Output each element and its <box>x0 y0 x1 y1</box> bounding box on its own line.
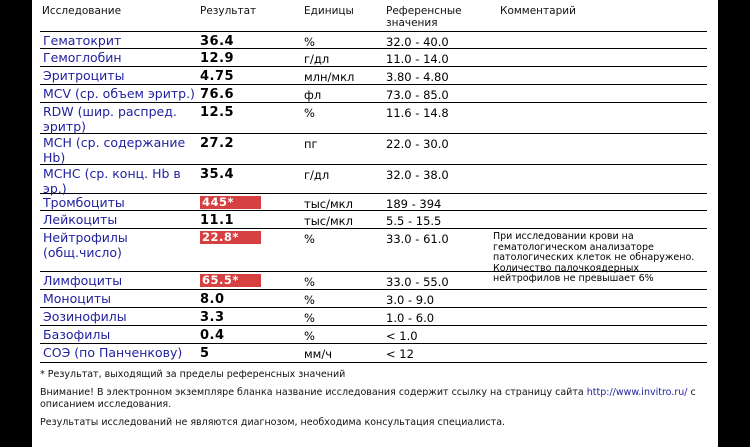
table-row <box>40 103 707 134</box>
table-row <box>40 326 707 344</box>
header-reference <box>386 5 462 29</box>
unit: % <box>304 275 315 289</box>
test-name-link[interactable]: Эритроциты <box>43 68 125 83</box>
table-row <box>40 49 707 67</box>
test-name-link[interactable]: Лейкоциты <box>43 212 118 227</box>
result-value-flagged: 445* <box>200 196 261 209</box>
unit: % <box>304 329 315 343</box>
table-row <box>40 31 707 49</box>
table-row <box>40 308 707 326</box>
unit: мм/ч <box>304 347 333 361</box>
result-value: 8.0 <box>200 292 225 307</box>
reference-range: 33.0 - 61.0 <box>386 232 449 246</box>
result-value: 76.6 <box>200 87 235 102</box>
lab-report-page <box>32 0 718 447</box>
reference-range: 3.80 - 4.80 <box>386 70 449 84</box>
reference-range: 73.0 - 85.0 <box>386 88 449 102</box>
unit: % <box>304 293 315 307</box>
test-name-link[interactable]: Гематокрит <box>43 33 122 48</box>
result-value: 12.9 <box>200 51 235 66</box>
unit: фл <box>304 88 322 102</box>
result-value: 0.4 <box>200 328 225 343</box>
test-name-link[interactable]: СОЭ (по Панченкову) <box>43 345 183 360</box>
reference-range: 189 - 394 <box>386 197 442 211</box>
header-reference-line1: Референсные <box>386 5 462 17</box>
header-comment: Комментарий <box>500 5 576 17</box>
unit: г/дл <box>304 168 330 182</box>
reference-range: 22.0 - 30.0 <box>386 137 449 151</box>
result-value: 11.1 <box>200 213 235 228</box>
result-value: 5 <box>200 346 210 361</box>
unit: тыс/мкл <box>304 214 353 228</box>
invitro-link[interactable]: http://www.invitro.ru/ <box>586 387 688 398</box>
test-name-link[interactable]: Тромбоциты <box>43 195 125 210</box>
attention-note <box>40 387 705 411</box>
test-name-link[interactable]: MCH (ср. содержание Hb) <box>43 135 186 165</box>
attention-text: Внимание! В электронном экземпляре бланка название исследования содержит ссылку на страницу сайта <box>40 387 584 398</box>
reference-range: < 1.0 <box>386 329 418 343</box>
result-value: 35.4 <box>200 167 235 182</box>
test-name-link[interactable]: МСНС (ср. конц. Hb в эр.) <box>43 166 181 196</box>
result-value-flagged: 22.8* <box>200 231 261 244</box>
result-value: 3.3 <box>200 310 225 325</box>
header-test: Исследование <box>42 5 122 17</box>
unit: тыс/мкл <box>304 197 353 211</box>
comment-text: При исследовании крови на гематологическом анализаторе патологических клеток не обнаружено. Количество палочкоядерных нейтрофилов не превышает 6% <box>493 231 695 284</box>
attention-text-end: с описанием исследования. <box>40 387 696 410</box>
unit: % <box>304 35 315 49</box>
table-row <box>40 290 707 308</box>
test-name-link[interactable]: Нейтрофилы (общ.число) <box>43 230 128 260</box>
test-name-link[interactable]: Гемоглобин <box>43 50 122 65</box>
reference-range: < 12 <box>386 347 414 361</box>
table-row <box>40 194 707 211</box>
unit: пг <box>304 137 318 151</box>
test-name-link[interactable]: Эозинофилы <box>43 309 127 324</box>
result-value: 4.75 <box>200 69 235 84</box>
unit: млн/мкл <box>304 70 355 84</box>
table-row <box>40 67 707 85</box>
unit: г/дл <box>304 52 330 66</box>
test-name-link[interactable]: Лимфоциты <box>43 273 123 288</box>
reference-range: 33.0 - 55.0 <box>386 275 449 289</box>
reference-range: 3.0 - 9.0 <box>386 293 435 307</box>
test-name-link[interactable]: MCV (ср. объем эритр.) <box>43 86 195 101</box>
unit: % <box>304 311 315 325</box>
header-result: Результат <box>200 5 257 17</box>
table-row <box>40 85 707 103</box>
reference-range: 1.0 - 6.0 <box>386 311 435 325</box>
table-row <box>40 344 707 363</box>
unit: % <box>304 232 315 246</box>
result-value: 36.4 <box>200 34 235 49</box>
reference-range: 5.5 - 15.5 <box>386 214 442 228</box>
disclaimer: Результаты исследований не являются диагнозом, необходима консультация специалиста. <box>40 417 506 428</box>
flag-footnote: * Результат, выходящий за пределы референсных значений <box>40 369 346 380</box>
header-units: Единицы <box>304 5 354 17</box>
test-name-link[interactable]: Моноциты <box>43 291 112 306</box>
reference-range: 11.6 - 14.8 <box>386 106 449 120</box>
table-row <box>40 134 707 165</box>
result-value: 27.2 <box>200 136 235 151</box>
reference-range: 32.0 - 40.0 <box>386 35 449 49</box>
test-name-link[interactable]: RDW (шир. распред. эритр) <box>43 104 177 134</box>
unit: % <box>304 106 315 120</box>
table-row <box>40 272 707 290</box>
result-value-flagged: 65.5* <box>200 274 261 287</box>
header-reference-line2: значения <box>386 17 438 29</box>
reference-range: 32.0 - 38.0 <box>386 168 449 182</box>
table-row <box>40 165 707 194</box>
table-row <box>40 211 707 229</box>
result-value: 12.5 <box>200 105 235 120</box>
test-name-link[interactable]: Базофилы <box>43 327 111 342</box>
reference-range: 11.0 - 14.0 <box>386 52 449 66</box>
